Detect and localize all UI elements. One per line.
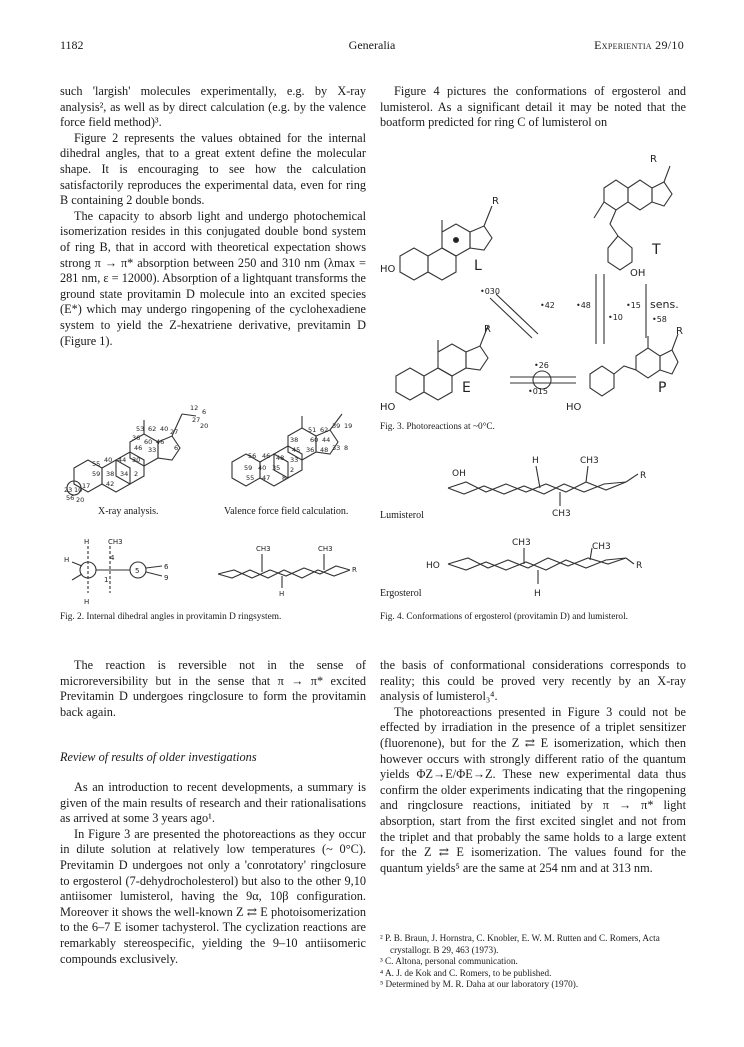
dihedral-value: 40 (104, 456, 113, 464)
species-label: HO (566, 402, 582, 413)
dihedral-value: 48 (276, 454, 285, 462)
atom-label: CH3 (256, 545, 271, 553)
dihedral-value: 17 (82, 482, 91, 490)
dihedral-value: 60 (144, 438, 153, 446)
dihedral-value: 6 (202, 408, 207, 416)
species-label: HO (380, 402, 396, 413)
page-number: 1182 (60, 38, 84, 52)
dihedral-value: 53 (136, 425, 145, 433)
dihedral-value: 33 (148, 446, 157, 454)
atom-label: H (532, 456, 539, 466)
dihedral-value: 27 (170, 428, 179, 436)
quantum-yield: •015 (528, 387, 548, 396)
dihedral-value: 39 (332, 422, 341, 430)
dihedral-value: 56 (248, 452, 257, 460)
paragraph: As an introduction to recent developments, a summary is given of the main results of research and their rationalisations as arrived at some 3 years ago¹. (60, 779, 366, 826)
paragraph: Figure 4 pictures the conformations of ergosterol and lumisterol. As a significant detail it may be noted that the boatform predicted for ring C of lumisterol on (380, 84, 686, 130)
fig2-newman-projection (62, 538, 172, 608)
fig3-caption: Fig. 3. Photoreactions at ~0°C. (380, 422, 495, 432)
dihedral-value: 38 (290, 436, 299, 444)
dihedral-value: 45 (292, 446, 301, 454)
footnote: ³ C. Altona, personal communication. (380, 956, 518, 967)
atom-label: CH3 (592, 542, 611, 552)
atom-label: 4 (110, 554, 115, 562)
quantum-yield: •58 (652, 315, 667, 324)
atom-label: H (64, 556, 70, 564)
dihedral-value: 6 (174, 444, 179, 452)
atom-label: H (84, 598, 90, 606)
fig2-vff-label: Valence force field calculation. (224, 506, 349, 517)
atom-label: CH3 (580, 456, 599, 466)
dihedral-value: 38 (106, 470, 115, 478)
atom-label: 1 (104, 576, 109, 584)
footnote: ⁵ Determined by M. R. Daha at our laboratory (1970). (380, 979, 579, 990)
fig2-caption: Fig. 2. Internal dihedral angles in provitamin D ringsystem. (60, 612, 282, 622)
dihedral-value: 42 (106, 480, 115, 488)
species-label: OH (630, 268, 646, 279)
quantum-yield: •030 (480, 287, 500, 296)
atom-label: H (84, 538, 90, 546)
dihedral-value: 33 (290, 456, 299, 464)
dihedral-value: 56 (66, 494, 75, 502)
fig2-xray-label: X-ray analysis. (98, 506, 159, 517)
dihedral-value: 55 (92, 460, 101, 468)
left-column-bottom (60, 658, 366, 967)
dihedral-value: 8 (282, 474, 287, 482)
species-label: R (650, 154, 657, 165)
atom-label: R (640, 471, 647, 481)
atom-label: H (534, 589, 541, 599)
atom-label: CH3 (108, 538, 123, 546)
atom-label: CH3 (512, 538, 531, 548)
paragraph: The photoreactions presented in Figure 3 could not be effected by irradiation in the presence of a triplet sensitizer (fluorenone), but for the Z ⇄ E isomerization, which then however occurs with strongly different ratio of the quantum yields ΦZ→E/ΦE→Z. These new experimental data thus confirm the older experiments indicating that the ringopening and ringclosure reactions, initiated by π → π* light absorption, start from the first excited singlet and not from the triplet and that probably the same holds to a large extent for the Z ⇄ E isomerization. The values found for the quantum yields⁵ are the same at 254 nm and at 313 nm. (380, 704, 686, 875)
dihedral-value: 36 (306, 446, 315, 454)
atom-label: OH (452, 469, 466, 479)
dihedral-value: 46 (134, 444, 143, 452)
quantum-yield: •42 (540, 301, 555, 310)
dihedral-value: 33 (332, 444, 341, 452)
dihedral-value: 62 (148, 425, 157, 433)
right-column-top (380, 84, 686, 131)
footnotes (380, 933, 686, 991)
fig4-lumisterol-label: Lumisterol (380, 510, 424, 521)
dihedral-value: 40 (160, 425, 169, 433)
atom-label: HO (426, 561, 440, 571)
sensitized-label: sens. (650, 298, 679, 311)
paragraph: the basis of conformational considerations corresponds to reality; this could be proved very recently by an X-ray analysis of lumisterol₃⁴. (380, 658, 686, 704)
species-label: R (484, 324, 491, 335)
dihedral-value: 20 (76, 496, 85, 504)
footnote: ² P. B. Braun, J. Hornstra, C. Knobler, E. W. M. Rutten and C. Romers, Acta crystallogr. B 29, 463 (1973). (380, 933, 660, 955)
fig4-caption: Fig. 4. Conformations of ergosterol (provitamin D) and lumisterol. (380, 612, 628, 622)
species-label: HO (380, 264, 396, 275)
species-label: P (658, 380, 667, 396)
journal-name: Experientia 29/10 (594, 38, 684, 52)
dihedral-value: 46 (262, 452, 271, 460)
paragraph: In Figure 3 are presented the photoreactions as they occur in dilute solution at relatively low temperatures (~ 0°C). Previtamin D undergoes not only a 'conrotatory' ringclosure to ergosterol (7-dehydrocholesterol) but also to the other 9,10 antiisomer lumisterol, having the 9α, 10β configuration. Moreover it shows the well-known Z ⇄ E photoisomerization to the 6–7 E isomer tachysterol. The cyclization reactions are remarkably stereospecific, yielding the 9–10 antiisomeric compounds exclusively. (60, 826, 366, 966)
left-column-top (60, 84, 366, 349)
dihedral-value: 34 (120, 470, 129, 478)
dihedral-value: 23 (64, 486, 73, 494)
species-label: L (474, 258, 482, 274)
paragraph: Figure 2 represents the values obtained for the internal dihedral angles, that to a great extent define the molecular shape. It is encouraging to see how the calculation satisfactorily reproduces the experimental data, even for ring B containing 2 double bonds. (60, 130, 366, 208)
fig2-vff-diagram (228, 410, 358, 500)
dihedral-value: 8 (344, 444, 349, 452)
atom-label: R (352, 566, 357, 574)
dihedral-value: 60 (310, 436, 319, 444)
dihedral-value: 2 (134, 470, 139, 478)
footnote: ⁴ A. J. de Kok and C. Romers, to be published. (380, 967, 552, 978)
fig4-lumisterol-conformation (440, 448, 690, 520)
dihedral-value: 2 (290, 466, 295, 474)
species-label: R (676, 326, 683, 337)
species-label: T (652, 242, 661, 258)
dihedral-value: 59 (244, 464, 253, 472)
dihedral-value: 27 (192, 416, 201, 424)
journal-section: Generalia (348, 38, 396, 52)
atom-label: H (279, 590, 285, 598)
dihedral-value: 44 (322, 436, 331, 444)
quantum-yield: •48 (576, 301, 591, 310)
dihedral-value: 10 (74, 486, 83, 494)
dihedral-value: 35 (272, 464, 281, 472)
species-label: E (462, 380, 471, 396)
dihedral-value: 59 (92, 470, 101, 478)
fig3-photoreaction-scheme (380, 148, 686, 420)
dihedral-value: 62 (320, 426, 329, 434)
page-header (60, 38, 684, 56)
dihedral-value: 36 (132, 434, 141, 442)
atom-label: 5 (135, 567, 140, 575)
atom-label: CH3 (318, 545, 333, 553)
fig2-chair-conformation (212, 540, 362, 600)
dihedral-value: 48 (320, 446, 329, 454)
species-label: R (492, 196, 499, 207)
dihedral-value: 44 (118, 456, 127, 464)
right-column-bottom (380, 658, 686, 876)
atom-label: R (636, 561, 643, 571)
dihedral-value: 19 (344, 422, 353, 430)
atom-label: CH3 (552, 509, 571, 519)
fig2-xray-diagram (62, 400, 222, 505)
dihedral-value: 51 (308, 426, 317, 434)
dihedral-value: 47 (262, 474, 271, 482)
section-heading: Review of results of older investigations (60, 750, 257, 765)
quantum-yield: •26 (534, 361, 549, 370)
fig4-ergosterol-label: Ergosterol (380, 588, 422, 599)
quantum-yield: •10 (608, 313, 623, 322)
dihedral-value: 12 (190, 404, 199, 412)
dihedral-value: 40 (258, 464, 267, 472)
fig4-ergosterol-conformation (420, 534, 670, 600)
paragraph: The capacity to absorb light and undergo photochemical isomerization resides in this conjugated double bond system of ring B, that in accord with theoretical expectation shows strong π → π* absorption between 250 and 310 nm (λmax = 281 nm, ε = 12000). Absorption of a lightquant transforms the ground state provitamin D molecule into an excited species (E*) which may undergo ringopening of the cyclohexadiene system to yield the Z-hexatriene derivative, previtamin D (Figure 1). (60, 208, 366, 348)
dihedral-value: 20 (200, 422, 209, 430)
atom-label: 6 (164, 563, 169, 571)
paragraph: such 'largish' molecules experimentally, e.g. by X-ray analysis², as well as by direct calculation (e.g. by the valence force field method)³. (60, 84, 366, 130)
quantum-yield: •15 (626, 301, 641, 310)
dihedral-value: 30 (132, 456, 141, 464)
paragraph: The reaction is reversible not in the sense of microreversibility but in the sense that π → π* excited Previtamin D undergoes ringclosure to form the provitamin back again. (60, 658, 366, 719)
dihedral-value: 55 (246, 474, 255, 482)
dihedral-value: 46 (156, 438, 165, 446)
atom-label: 9 (164, 574, 169, 582)
